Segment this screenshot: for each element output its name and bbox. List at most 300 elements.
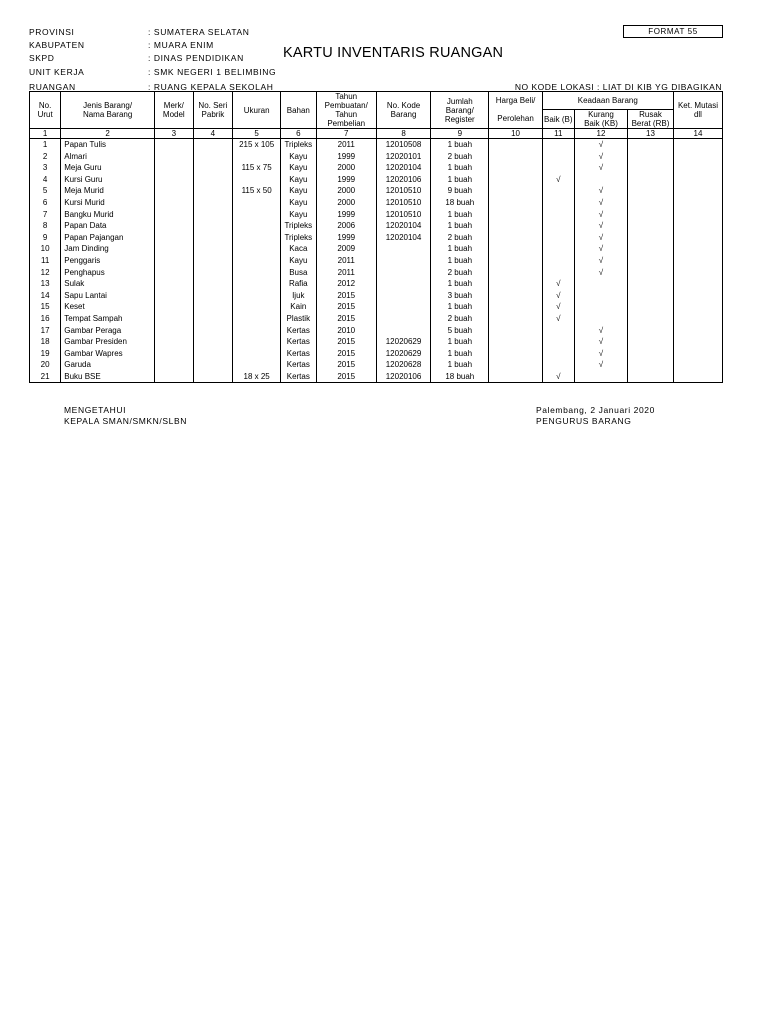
table-row bbox=[30, 139, 723, 151]
cell-no: 11 bbox=[30, 255, 61, 267]
cell-ukuran bbox=[233, 278, 281, 290]
cell-no-seri bbox=[193, 267, 233, 279]
table-row bbox=[30, 336, 723, 348]
cell-merk bbox=[155, 220, 194, 232]
cell-harga bbox=[489, 348, 542, 360]
cell-kurang-baik: √ bbox=[574, 185, 627, 197]
cell-merk bbox=[155, 209, 194, 221]
cell-ket bbox=[673, 371, 722, 383]
signature-left-line2: KEPALA SMAN/SMKN/SLBN bbox=[64, 416, 187, 426]
cell-ukuran bbox=[233, 325, 281, 337]
cell-kode-barang: 12020104 bbox=[376, 162, 430, 174]
table-row bbox=[30, 348, 723, 360]
cell-nama-barang: Buku BSE bbox=[61, 371, 155, 383]
cell-no: 9 bbox=[30, 232, 61, 244]
table-row bbox=[30, 267, 723, 279]
cell-harga bbox=[489, 278, 542, 290]
cell-jumlah: 1 buah bbox=[431, 220, 489, 232]
cell-kurang-baik bbox=[574, 313, 627, 325]
cell-harga bbox=[489, 139, 542, 151]
cell-tahun: 1999 bbox=[316, 174, 376, 186]
cell-baik bbox=[542, 209, 574, 221]
cell-ukuran bbox=[233, 301, 281, 313]
cell-baik bbox=[542, 359, 574, 371]
cell-kurang-baik: √ bbox=[574, 359, 627, 371]
cell-merk bbox=[155, 267, 194, 279]
cell-merk bbox=[155, 243, 194, 255]
cell-jumlah: 1 buah bbox=[431, 336, 489, 348]
col-header-jenis-barang: Jenis Barang/ Nama Barang bbox=[61, 92, 155, 129]
cell-harga bbox=[489, 232, 542, 244]
cell-tahun: 2009 bbox=[316, 243, 376, 255]
cell-jumlah: 1 buah bbox=[431, 278, 489, 290]
cell-bahan: Tripleks bbox=[281, 220, 316, 232]
cell-tahun: 2010 bbox=[316, 325, 376, 337]
cell-rusak-berat bbox=[628, 371, 674, 383]
cell-ket bbox=[673, 278, 722, 290]
cell-bahan: Kayu bbox=[281, 151, 316, 163]
cell-merk bbox=[155, 162, 194, 174]
cell-no-seri bbox=[193, 220, 233, 232]
cell-rusak-berat bbox=[628, 197, 674, 209]
cell-no: 13 bbox=[30, 278, 61, 290]
column-number-row bbox=[30, 129, 723, 139]
cell-kurang-baik: √ bbox=[574, 325, 627, 337]
table-row bbox=[30, 232, 723, 244]
cell-jumlah: 5 buah bbox=[431, 325, 489, 337]
cell-ukuran: 115 x 50 bbox=[233, 185, 281, 197]
cell-tahun: 2015 bbox=[316, 348, 376, 360]
cell-no: 19 bbox=[30, 348, 61, 360]
cell-baik bbox=[542, 220, 574, 232]
table-row bbox=[30, 162, 723, 174]
table-row bbox=[30, 243, 723, 255]
cell-nama-barang: Meja Guru bbox=[61, 162, 155, 174]
cell-kurang-baik: √ bbox=[574, 162, 627, 174]
cell-harga bbox=[489, 290, 542, 302]
column-number: 7 bbox=[316, 129, 376, 139]
cell-no: 1 bbox=[30, 139, 61, 151]
cell-ukuran bbox=[233, 267, 281, 279]
cell-tahun: 2015 bbox=[316, 336, 376, 348]
table-row bbox=[30, 220, 723, 232]
cell-rusak-berat bbox=[628, 185, 674, 197]
cell-no-seri bbox=[193, 255, 233, 267]
cell-nama-barang: Almari bbox=[61, 151, 155, 163]
cell-baik bbox=[542, 336, 574, 348]
cell-harga bbox=[489, 267, 542, 279]
column-number: 13 bbox=[628, 129, 674, 139]
cell-kode-barang bbox=[376, 278, 430, 290]
cell-baik: √ bbox=[542, 301, 574, 313]
col-header-bahan: Bahan bbox=[281, 92, 316, 129]
cell-ukuran bbox=[233, 197, 281, 209]
cell-tahun: 2000 bbox=[316, 197, 376, 209]
cell-kode-barang bbox=[376, 290, 430, 302]
cell-kurang-baik bbox=[574, 174, 627, 186]
header-value-provinsi: : SUMATERA SELATAN bbox=[148, 27, 250, 37]
cell-rusak-berat bbox=[628, 151, 674, 163]
cell-merk bbox=[155, 232, 194, 244]
format-label: FORMAT 55 bbox=[623, 25, 723, 38]
table-row bbox=[30, 197, 723, 209]
cell-baik bbox=[542, 139, 574, 151]
table-row bbox=[30, 151, 723, 163]
column-number: 4 bbox=[193, 129, 233, 139]
cell-kode-barang bbox=[376, 301, 430, 313]
cell-harga bbox=[489, 209, 542, 221]
cell-no: 6 bbox=[30, 197, 61, 209]
header-value-unit-kerja: : SMK NEGERI 1 BELIMBING bbox=[148, 67, 277, 77]
cell-kode-barang: 12020104 bbox=[376, 220, 430, 232]
cell-baik bbox=[542, 232, 574, 244]
cell-bahan: Kaca bbox=[281, 243, 316, 255]
cell-rusak-berat bbox=[628, 325, 674, 337]
cell-ukuran bbox=[233, 336, 281, 348]
cell-jumlah: 1 buah bbox=[431, 255, 489, 267]
cell-ket bbox=[673, 336, 722, 348]
cell-merk bbox=[155, 139, 194, 151]
cell-tahun: 2000 bbox=[316, 162, 376, 174]
cell-merk bbox=[155, 371, 194, 383]
cell-ket bbox=[673, 151, 722, 163]
cell-merk bbox=[155, 185, 194, 197]
table-row bbox=[30, 371, 723, 383]
cell-bahan: Kayu bbox=[281, 174, 316, 186]
cell-no-seri bbox=[193, 197, 233, 209]
cell-harga bbox=[489, 174, 542, 186]
col-header-keadaan-barang: Keadaan Barang bbox=[542, 92, 673, 110]
cell-kode-barang: 12010510 bbox=[376, 197, 430, 209]
cell-tahun: 1999 bbox=[316, 232, 376, 244]
cell-kode-barang: 12010510 bbox=[376, 209, 430, 221]
cell-jumlah: 18 buah bbox=[431, 371, 489, 383]
table-row bbox=[30, 325, 723, 337]
cell-baik bbox=[542, 185, 574, 197]
cell-ukuran: 115 x 75 bbox=[233, 162, 281, 174]
cell-jumlah: 1 buah bbox=[431, 301, 489, 313]
cell-tahun: 1999 bbox=[316, 209, 376, 221]
table-row bbox=[30, 301, 723, 313]
column-number: 6 bbox=[281, 129, 316, 139]
cell-nama-barang: Gambar Peraga bbox=[61, 325, 155, 337]
cell-jumlah: 1 buah bbox=[431, 162, 489, 174]
cell-ket bbox=[673, 197, 722, 209]
col-header-rusak-berat: Rusak Berat (RB) bbox=[628, 110, 674, 129]
cell-ukuran: 215 x 105 bbox=[233, 139, 281, 151]
cell-rusak-berat bbox=[628, 220, 674, 232]
cell-bahan: Kertas bbox=[281, 336, 316, 348]
cell-nama-barang: Jam Dinding bbox=[61, 243, 155, 255]
cell-baik bbox=[542, 243, 574, 255]
cell-no-seri bbox=[193, 325, 233, 337]
cell-bahan: Kayu bbox=[281, 197, 316, 209]
cell-baik bbox=[542, 255, 574, 267]
cell-ket bbox=[673, 209, 722, 221]
column-number: 5 bbox=[233, 129, 281, 139]
cell-jumlah: 1 buah bbox=[431, 174, 489, 186]
cell-ukuran bbox=[233, 348, 281, 360]
cell-tahun: 2015 bbox=[316, 290, 376, 302]
cell-jumlah: 1 buah bbox=[431, 139, 489, 151]
cell-ukuran: 18 x 25 bbox=[233, 371, 281, 383]
column-number: 11 bbox=[542, 129, 574, 139]
cell-kode-barang bbox=[376, 325, 430, 337]
cell-no-seri bbox=[193, 209, 233, 221]
cell-tahun: 2012 bbox=[316, 278, 376, 290]
cell-ukuran bbox=[233, 313, 281, 325]
header-value-kabupaten: : MUARA ENIM bbox=[148, 40, 214, 50]
cell-no-seri bbox=[193, 359, 233, 371]
cell-no-seri bbox=[193, 139, 233, 151]
cell-merk bbox=[155, 278, 194, 290]
column-number: 10 bbox=[489, 129, 542, 139]
cell-baik: √ bbox=[542, 313, 574, 325]
col-header-ket-mutasi: Ket. Mutasi dll bbox=[673, 92, 722, 129]
cell-kurang-baik: √ bbox=[574, 197, 627, 209]
cell-merk bbox=[155, 255, 194, 267]
cell-harga bbox=[489, 313, 542, 325]
cell-no-seri bbox=[193, 301, 233, 313]
cell-rusak-berat bbox=[628, 139, 674, 151]
cell-kode-barang bbox=[376, 243, 430, 255]
header-value-skpd: : DINAS PENDIDIKAN bbox=[148, 53, 244, 63]
column-number: 1 bbox=[30, 129, 61, 139]
col-header-no: No. Urut bbox=[30, 92, 61, 129]
cell-rusak-berat bbox=[628, 174, 674, 186]
cell-jumlah: 2 buah bbox=[431, 232, 489, 244]
cell-bahan: Rafia bbox=[281, 278, 316, 290]
cell-no: 7 bbox=[30, 209, 61, 221]
cell-kurang-baik: √ bbox=[574, 267, 627, 279]
cell-nama-barang: Sapu Lantai bbox=[61, 290, 155, 302]
cell-rusak-berat bbox=[628, 348, 674, 360]
cell-no: 2 bbox=[30, 151, 61, 163]
header-value-ruangan: : RUANG KEPALA SEKOLAH bbox=[148, 82, 274, 92]
cell-nama-barang: Keset bbox=[61, 301, 155, 313]
cell-ket bbox=[673, 255, 722, 267]
cell-nama-barang: Garuda bbox=[61, 359, 155, 371]
cell-jumlah: 1 buah bbox=[431, 243, 489, 255]
cell-harga bbox=[489, 325, 542, 337]
cell-merk bbox=[155, 197, 194, 209]
cell-no-seri bbox=[193, 243, 233, 255]
cell-ket bbox=[673, 162, 722, 174]
table-row bbox=[30, 359, 723, 371]
cell-tahun: 2015 bbox=[316, 371, 376, 383]
cell-tahun: 2006 bbox=[316, 220, 376, 232]
cell-nama-barang: Papan Tulis bbox=[61, 139, 155, 151]
column-number: 12 bbox=[574, 129, 627, 139]
cell-bahan: Kayu bbox=[281, 185, 316, 197]
cell-kode-barang: 12020101 bbox=[376, 151, 430, 163]
cell-nama-barang: Gambar Presiden bbox=[61, 336, 155, 348]
cell-no: 16 bbox=[30, 313, 61, 325]
cell-baik bbox=[542, 162, 574, 174]
cell-no: 12 bbox=[30, 267, 61, 279]
cell-kode-barang bbox=[376, 267, 430, 279]
cell-no: 14 bbox=[30, 290, 61, 302]
cell-ket bbox=[673, 185, 722, 197]
cell-bahan: Kayu bbox=[281, 162, 316, 174]
cell-jumlah: 3 buah bbox=[431, 290, 489, 302]
table-row bbox=[30, 185, 723, 197]
cell-no-seri bbox=[193, 185, 233, 197]
cell-bahan: Kain bbox=[281, 301, 316, 313]
column-number: 2 bbox=[61, 129, 155, 139]
cell-merk bbox=[155, 325, 194, 337]
cell-harga bbox=[489, 197, 542, 209]
cell-harga bbox=[489, 336, 542, 348]
col-header-no-seri: No. Seri Pabrik bbox=[193, 92, 233, 129]
table-row bbox=[30, 290, 723, 302]
cell-ket bbox=[673, 174, 722, 186]
inventory-table bbox=[29, 91, 723, 383]
cell-no-seri bbox=[193, 278, 233, 290]
location-code-note: NO KODE LOKASI : LIAT DI KIB YG DIBAGIKAN bbox=[514, 82, 722, 92]
cell-jumlah: 1 buah bbox=[431, 209, 489, 221]
cell-merk bbox=[155, 174, 194, 186]
cell-nama-barang: Penghapus bbox=[61, 267, 155, 279]
cell-kurang-baik: √ bbox=[574, 348, 627, 360]
cell-jumlah: 2 buah bbox=[431, 267, 489, 279]
col-header-merk: Merk/ Model bbox=[155, 92, 194, 129]
cell-no: 15 bbox=[30, 301, 61, 313]
cell-jumlah: 9 buah bbox=[431, 185, 489, 197]
cell-bahan: Tripleks bbox=[281, 139, 316, 151]
cell-kurang-baik: √ bbox=[574, 209, 627, 221]
col-header-jumlah: Jumlah Barang/ Register bbox=[431, 92, 489, 129]
cell-nama-barang: Kursi Murid bbox=[61, 197, 155, 209]
cell-kurang-baik bbox=[574, 278, 627, 290]
cell-no: 8 bbox=[30, 220, 61, 232]
cell-merk bbox=[155, 359, 194, 371]
cell-kode-barang bbox=[376, 313, 430, 325]
cell-baik: √ bbox=[542, 371, 574, 383]
cell-rusak-berat bbox=[628, 267, 674, 279]
cell-nama-barang: Papan Pajangan bbox=[61, 232, 155, 244]
cell-tahun: 1999 bbox=[316, 151, 376, 163]
cell-baik bbox=[542, 197, 574, 209]
cell-ket bbox=[673, 267, 722, 279]
cell-no-seri bbox=[193, 162, 233, 174]
cell-baik bbox=[542, 325, 574, 337]
cell-harga bbox=[489, 162, 542, 174]
cell-kurang-baik: √ bbox=[574, 139, 627, 151]
cell-bahan: Tripleks bbox=[281, 232, 316, 244]
cell-no: 18 bbox=[30, 336, 61, 348]
cell-bahan: Busa bbox=[281, 267, 316, 279]
cell-rusak-berat bbox=[628, 336, 674, 348]
column-number: 14 bbox=[673, 129, 722, 139]
table-row bbox=[30, 174, 723, 186]
cell-no: 5 bbox=[30, 185, 61, 197]
cell-merk bbox=[155, 301, 194, 313]
col-header-kode-barang: No. Kode Barang bbox=[376, 92, 430, 129]
cell-nama-barang: Sulak bbox=[61, 278, 155, 290]
cell-merk bbox=[155, 290, 194, 302]
cell-kode-barang bbox=[376, 255, 430, 267]
cell-merk bbox=[155, 336, 194, 348]
cell-no-seri bbox=[193, 371, 233, 383]
col-header-tahun: Tahun Pembuatan/ Tahun Pembelian bbox=[316, 92, 376, 129]
cell-ket bbox=[673, 359, 722, 371]
header-label-unit-kerja: UNIT KERJA bbox=[29, 67, 85, 77]
cell-ukuran bbox=[233, 232, 281, 244]
cell-harga bbox=[489, 359, 542, 371]
cell-baik: √ bbox=[542, 278, 574, 290]
cell-bahan: Kertas bbox=[281, 359, 316, 371]
cell-ket bbox=[673, 243, 722, 255]
cell-nama-barang: Papan Data bbox=[61, 220, 155, 232]
header-label-skpd: SKPD bbox=[29, 53, 55, 63]
cell-no: 17 bbox=[30, 325, 61, 337]
cell-no-seri bbox=[193, 336, 233, 348]
cell-no: 4 bbox=[30, 174, 61, 186]
cell-tahun: 2015 bbox=[316, 301, 376, 313]
cell-kode-barang: 12010510 bbox=[376, 185, 430, 197]
cell-kode-barang: 12020629 bbox=[376, 348, 430, 360]
cell-ket bbox=[673, 313, 722, 325]
cell-rusak-berat bbox=[628, 359, 674, 371]
cell-merk bbox=[155, 348, 194, 360]
cell-tahun: 2000 bbox=[316, 185, 376, 197]
table-row bbox=[30, 278, 723, 290]
cell-bahan: Ijuk bbox=[281, 290, 316, 302]
col-header-harga-bottom: Perolehan bbox=[489, 110, 542, 129]
cell-ket bbox=[673, 232, 722, 244]
cell-ukuran bbox=[233, 359, 281, 371]
cell-harga bbox=[489, 185, 542, 197]
column-number: 8 bbox=[376, 129, 430, 139]
cell-rusak-berat bbox=[628, 278, 674, 290]
cell-kurang-baik: √ bbox=[574, 255, 627, 267]
signature-left-line1: MENGETAHUI bbox=[64, 405, 127, 415]
table-row bbox=[30, 255, 723, 267]
cell-kode-barang: 12020106 bbox=[376, 174, 430, 186]
cell-baik: √ bbox=[542, 290, 574, 302]
cell-rusak-berat bbox=[628, 209, 674, 221]
cell-rusak-berat bbox=[628, 232, 674, 244]
cell-kurang-baik: √ bbox=[574, 232, 627, 244]
cell-no-seri bbox=[193, 174, 233, 186]
cell-rusak-berat bbox=[628, 255, 674, 267]
header-label-provinsi: PROVINSI bbox=[29, 27, 75, 37]
cell-harga bbox=[489, 151, 542, 163]
cell-ket bbox=[673, 220, 722, 232]
cell-rusak-berat bbox=[628, 162, 674, 174]
cell-kurang-baik bbox=[574, 290, 627, 302]
cell-ket bbox=[673, 301, 722, 313]
column-number: 9 bbox=[431, 129, 489, 139]
table-row bbox=[30, 209, 723, 221]
cell-harga bbox=[489, 220, 542, 232]
cell-bahan: Kayu bbox=[281, 209, 316, 221]
cell-no-seri bbox=[193, 290, 233, 302]
cell-ukuran bbox=[233, 290, 281, 302]
cell-baik bbox=[542, 267, 574, 279]
cell-kurang-baik bbox=[574, 371, 627, 383]
cell-harga bbox=[489, 243, 542, 255]
signature-right-line1: Palembang, 2 Januari 2020 bbox=[536, 405, 655, 415]
cell-tahun: 2011 bbox=[316, 139, 376, 151]
cell-harga bbox=[489, 371, 542, 383]
cell-rusak-berat bbox=[628, 313, 674, 325]
cell-kode-barang: 12010508 bbox=[376, 139, 430, 151]
cell-jumlah: 18 buah bbox=[431, 197, 489, 209]
cell-kode-barang: 12020104 bbox=[376, 232, 430, 244]
inventory-rows bbox=[30, 139, 723, 383]
